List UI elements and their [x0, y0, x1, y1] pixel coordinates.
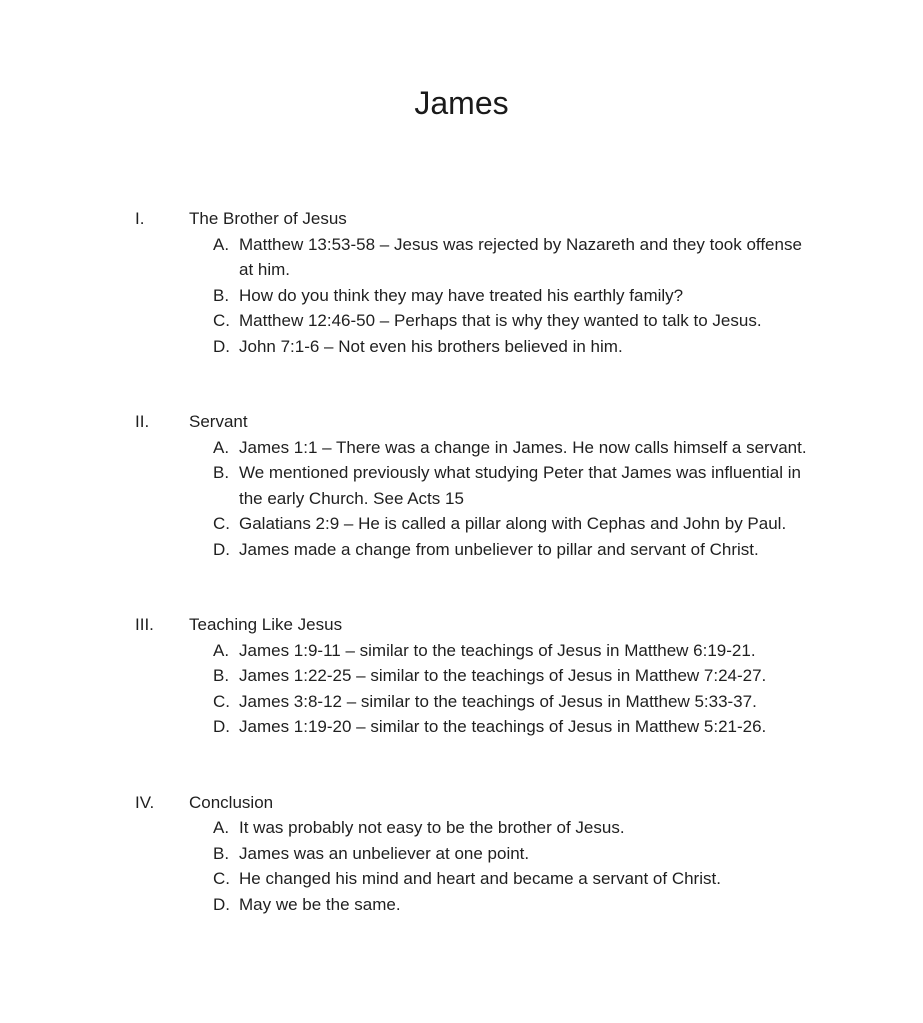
item-text: It was probably not easy to be the brother of Jesus. [239, 818, 625, 838]
item-text: James was an unbeliever at one point. [239, 843, 530, 863]
section-heading-row [135, 409, 817, 435]
item-text: James 1:9-11 – similar to the teachings of Jesus in Matthew 6:19-21. [239, 640, 756, 660]
section-items [213, 638, 817, 740]
outline-item [213, 511, 817, 537]
outline-item [213, 435, 817, 461]
item-text: Matthew 13:53-58 – Jesus was rejected by Nazareth and they took offense at him. [239, 234, 802, 280]
outline-section-1 [135, 206, 817, 359]
item-letter: C. [213, 311, 230, 331]
item-letter: A. [213, 818, 230, 838]
item-text: May we be the same. [239, 894, 401, 914]
section-heading: Conclusion [189, 792, 274, 812]
section-numeral: III. [135, 615, 154, 635]
item-text: James made a change from unbeliever to pillar and servant of Christ. [239, 539, 759, 559]
outline-item [213, 892, 817, 918]
outline-item [213, 308, 817, 334]
item-letter: D. [213, 539, 230, 559]
item-letter: A. [213, 234, 230, 254]
outline-item [213, 689, 817, 715]
item-text: John 7:1-6 – Not even his brothers believed in him. [239, 336, 623, 356]
item-text: We mentioned previously what studying Peter that James was influential in the early Church. See Acts 15 [239, 463, 801, 508]
item-text: James 1:19-20 – similar to the teachings of Jesus in Matthew 5:21-26. [239, 717, 767, 737]
section-heading: The Brother of Jesus [189, 209, 347, 229]
item-text: James 1:1 – There was a change in James. He now calls himself a servant. [239, 437, 807, 457]
outline-item [213, 283, 817, 309]
section-heading-row [135, 790, 817, 816]
outline-item [213, 460, 817, 511]
item-letter: D. [213, 336, 230, 356]
item-text: Galatians 2:9 – He is called a pillar along with Cephas and John by Paul. [239, 514, 787, 534]
item-letter: D. [213, 894, 230, 914]
section-numeral: II. [135, 412, 150, 432]
item-letter: C. [213, 514, 230, 534]
outline-item [213, 334, 817, 360]
item-letter: D. [213, 717, 230, 737]
item-letter: B. [213, 285, 230, 305]
item-letter: C. [213, 691, 230, 711]
outline-item [213, 866, 817, 892]
item-letter: C. [213, 869, 230, 889]
section-heading: Servant [189, 412, 248, 432]
item-letter: A. [213, 437, 230, 457]
section-heading-row [135, 612, 817, 638]
item-letter: A. [213, 640, 230, 660]
outline-item [213, 232, 817, 283]
item-text: James 1:22-25 – similar to the teachings of Jesus in Matthew 7:24-27. [239, 666, 767, 686]
section-numeral: I. [135, 209, 145, 229]
item-text: He changed his mind and heart and became a servant of Christ. [239, 869, 721, 889]
item-letter: B. [213, 463, 230, 483]
outline-item [213, 638, 817, 664]
item-text: Matthew 12:46-50 – Perhaps that is why they wanted to talk to Jesus. [239, 311, 762, 331]
outline-section-3 [135, 612, 817, 740]
outline-section-2 [135, 409, 817, 562]
outline [135, 206, 817, 917]
section-items [213, 815, 817, 917]
document-title: James [414, 85, 509, 121]
outline-item [213, 841, 817, 867]
outline-item [213, 815, 817, 841]
outline-item [213, 714, 817, 740]
section-items [213, 435, 817, 563]
outline-item [213, 663, 817, 689]
section-heading-row [135, 206, 817, 232]
item-text: James 3:8-12 – similar to the teachings of Jesus in Matthew 5:33-37. [239, 691, 757, 711]
outline-section-4 [135, 790, 817, 918]
item-text: How do you think they may have treated his earthly family? [239, 285, 684, 305]
item-letter: B. [213, 843, 230, 863]
section-heading: Teaching Like Jesus [189, 615, 343, 635]
item-letter: B. [213, 666, 230, 686]
outline-item [213, 537, 817, 563]
section-numeral: IV. [135, 792, 155, 812]
section-items [213, 232, 817, 360]
